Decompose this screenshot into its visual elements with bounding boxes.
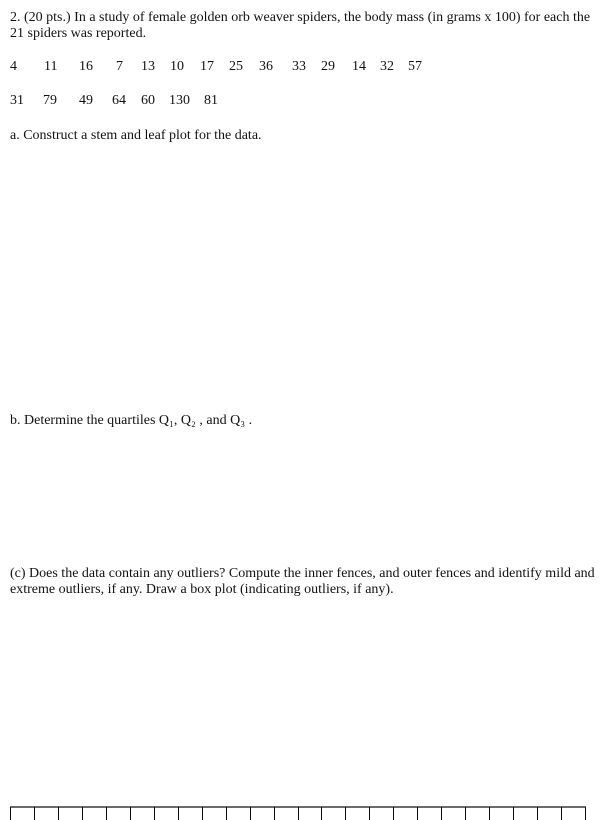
- data-value: 64: [112, 93, 126, 108]
- data-value: 60: [141, 93, 155, 108]
- data-value: 36: [259, 59, 273, 74]
- part-c-prompt: (c) Does the data contain any outliers? Compute the inner fences, and outer fences and identify mild and extreme outliers, if any. Draw a box plot (indicating outliers, if any).: [10, 566, 595, 597]
- data-value: 11: [44, 59, 58, 74]
- data-value: 10: [170, 59, 184, 74]
- data-value: 130: [169, 93, 190, 108]
- number-line: [10, 806, 586, 820]
- data-value: 33: [292, 59, 306, 74]
- data-value: 29: [321, 59, 335, 74]
- number-line-graphic: [10, 806, 586, 820]
- problem-intro: 2. (20 pts.) In a study of female golden orb weaver spiders, the body mass (in grams x 100) for each the 21 spiders was reported.: [10, 10, 591, 41]
- data-value: 25: [229, 59, 243, 74]
- part-b-prompt: b. Determine the quartiles Q₁, Q₂ , and Q₃ .: [10, 413, 253, 428]
- data-value: 79: [43, 93, 57, 108]
- data-value: 31: [10, 93, 24, 108]
- data-value: 13: [141, 59, 155, 74]
- part-a-prompt: a. Construct a stem and leaf plot for the data.: [10, 128, 262, 143]
- data-value: 57: [408, 59, 422, 74]
- data-value: 49: [79, 93, 93, 108]
- data-value: 14: [352, 59, 366, 74]
- data-value: 4: [10, 59, 17, 74]
- data-value: 7: [116, 59, 123, 74]
- data-value: 32: [380, 59, 394, 74]
- data-value: 16: [79, 59, 93, 74]
- data-value: 81: [204, 93, 218, 108]
- data-value: 17: [200, 59, 214, 74]
